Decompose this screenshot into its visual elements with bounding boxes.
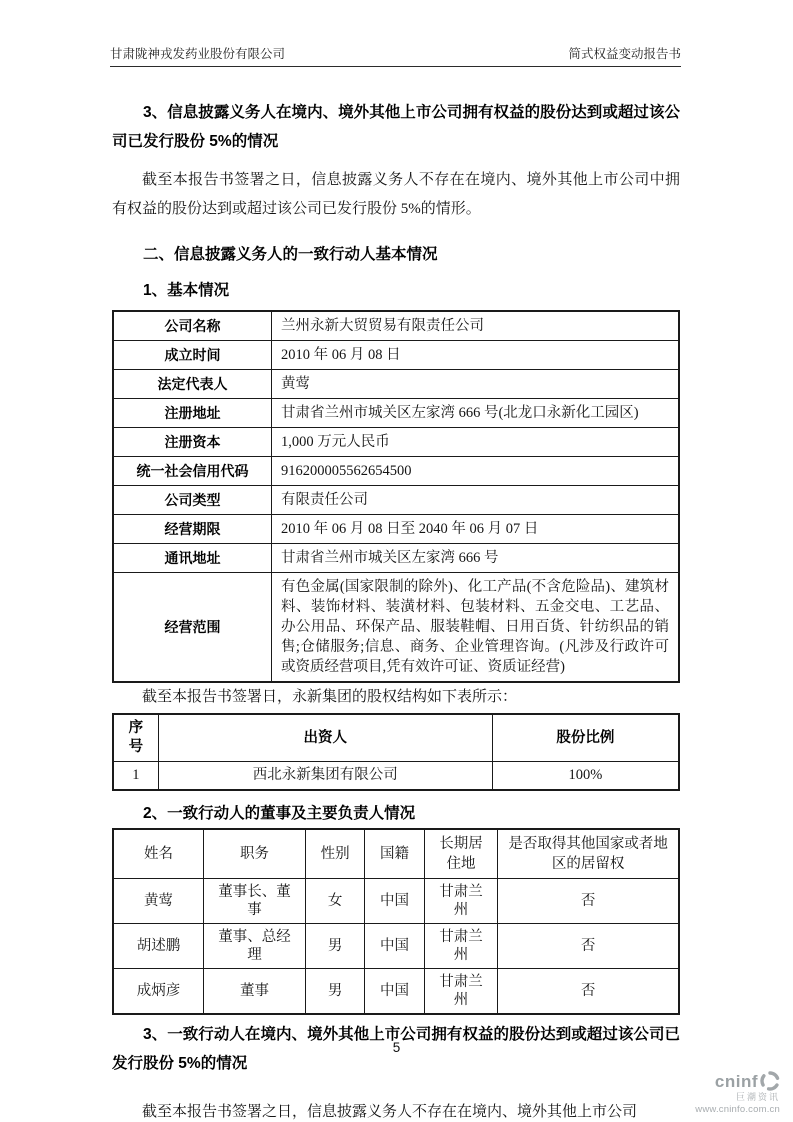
field-value: 2010 年 06 月 08 日 xyxy=(271,341,679,370)
paragraph-concert-other-listed: 截至本报告书签署之日，信息披露义务人不存在在境内、境外其他上市公司 xyxy=(142,1104,638,1120)
table-row xyxy=(113,515,679,544)
cell-investor: 西北永新集团有限公司 xyxy=(158,762,492,791)
cninfo-brand-text: cninf xyxy=(714,1071,758,1091)
field-label: 注册资本 xyxy=(113,428,271,457)
cell-nationality: 中国 xyxy=(365,969,424,1015)
directors-table xyxy=(112,828,680,1015)
paragraph-other-listed-statement: 截至本报告书签署之日，信息披露义务人不存在在境内、境外其他上市公司中拥有权益的股份达到或超过该公司已发行股份 5%的情形。 xyxy=(112,172,680,217)
table-row xyxy=(113,370,679,399)
field-label: 经营期限 xyxy=(113,515,271,544)
field-label: 法定代表人 xyxy=(113,370,271,399)
basic-info-table xyxy=(112,310,680,683)
cninfo-logo-top xyxy=(670,1071,780,1091)
cell-nationality: 中国 xyxy=(365,924,424,969)
cell-nationality: 中国 xyxy=(365,879,424,924)
cninfo-url: www.cninfo.com.cn xyxy=(695,1104,780,1115)
table-row xyxy=(113,311,679,341)
cell-residence: 甘肃兰州 xyxy=(424,969,498,1015)
cell-other-residency: 否 xyxy=(498,924,679,969)
field-value: 甘肃省兰州市城关区左家湾 666 号 xyxy=(271,544,679,573)
column-header: 股份比例 xyxy=(492,714,679,762)
paragraph-equity-intro: 截至本报告书签署日，永新集团的股权结构如下表所示： xyxy=(142,689,518,705)
cell-gender: 男 xyxy=(305,924,364,969)
table-row xyxy=(113,969,679,1015)
table-row xyxy=(113,399,679,428)
table-row xyxy=(113,544,679,573)
cell-name: 成炳彦 xyxy=(113,969,204,1015)
cninfo-logo xyxy=(670,1071,780,1115)
table-row xyxy=(113,486,679,515)
cell-position: 董事、总经理 xyxy=(204,924,306,969)
cell-name: 胡述鹏 xyxy=(113,924,204,969)
cell-name: 黄莺 xyxy=(113,879,204,924)
doc-header xyxy=(110,46,681,67)
heading-concert-other-listed: 3、一致行动人在境内、境外其他上市公司拥有权益的股份达到或超过该公司已发行股份 5%的情况 xyxy=(112,1026,680,1072)
table-row xyxy=(113,341,679,370)
table-row xyxy=(113,879,679,924)
cell-gender: 女 xyxy=(305,879,364,924)
field-value: 有色金属(国家限制的除外)、化工产品(不含危险品)、建筑材料、装饰材料、装潢材料、包装材料、五金交电、工艺品、办公用品、环保产品、服装鞋帽、日用百货、针纺织品的销售;仓储服务;信息、商务、企业管理咨询。(凡涉及行政许可或资质经营项目,凭有效许可证、资质证经营) xyxy=(271,573,679,683)
field-value: 916200005562654500 xyxy=(271,457,679,486)
field-value: 甘肃省兰州市城关区左家湾 666 号(北龙口永新化工园区) xyxy=(271,399,679,428)
table-header-row xyxy=(113,829,679,879)
header-company-name: 甘肃陇神戎发药业股份有限公司 xyxy=(110,47,286,61)
cell-gender: 男 xyxy=(305,969,364,1015)
cninfo-chinese-name: 巨潮资讯 xyxy=(735,1092,780,1102)
page-number: 5 xyxy=(392,1040,401,1055)
column-header: 出资人 xyxy=(158,714,492,762)
field-label: 统一社会信用代码 xyxy=(113,457,271,486)
field-value: 2010 年 06 月 08 日至 2040 年 06 月 07 日 xyxy=(271,515,679,544)
field-label: 通讯地址 xyxy=(113,544,271,573)
heading-directors: 2、一致行动人的董事及主要负责人情况 xyxy=(143,805,416,822)
cell-other-residency: 否 xyxy=(498,969,679,1015)
field-value: 兰州永新大贸贸易有限责任公司 xyxy=(271,311,679,341)
column-header: 性别 xyxy=(305,829,364,879)
cell-position: 董事长、董事 xyxy=(204,879,306,924)
heading-basic-info: 1、基本情况 xyxy=(143,282,230,299)
column-header: 长期居住地 xyxy=(424,829,498,879)
cninfo-swirl-icon xyxy=(760,1071,780,1091)
column-header: 职务 xyxy=(204,829,306,879)
header-report-title: 简式权益变动报告书 xyxy=(568,47,681,61)
table-row xyxy=(113,428,679,457)
cell-residence: 甘肃兰州 xyxy=(424,879,498,924)
field-value: 1,000 万元人民币 xyxy=(271,428,679,457)
field-value: 有限责任公司 xyxy=(271,486,679,515)
table-row xyxy=(113,924,679,969)
column-header: 姓名 xyxy=(113,829,204,879)
column-header: 序号 xyxy=(113,714,158,762)
field-label: 公司名称 xyxy=(113,311,271,341)
cell-share-ratio: 100% xyxy=(492,762,679,791)
column-header: 国籍 xyxy=(365,829,424,879)
field-value: 黄莺 xyxy=(271,370,679,399)
table-row xyxy=(113,573,679,683)
table-row xyxy=(113,457,679,486)
equity-structure-table xyxy=(112,713,680,791)
heading-concert-parties: 二、信息披露义务人的一致行动人基本情况 xyxy=(143,246,438,263)
field-label: 公司类型 xyxy=(113,486,271,515)
field-label: 成立时间 xyxy=(113,341,271,370)
cell-position: 董事 xyxy=(204,969,306,1015)
heading-other-listed-companies: 3、信息披露义务人在境内、境外其他上市公司拥有权益的股份达到或超过该公司已发行股份 5%的情况 xyxy=(112,104,680,150)
cell-residence: 甘肃兰州 xyxy=(424,924,498,969)
table-header-row xyxy=(113,714,679,762)
cell-other-residency: 否 xyxy=(498,879,679,924)
field-label: 注册地址 xyxy=(113,399,271,428)
column-header: 是否取得其他国家或者地区的居留权 xyxy=(498,829,679,879)
table-row xyxy=(113,762,679,791)
field-label: 经营范围 xyxy=(113,573,271,683)
cell-index: 1 xyxy=(113,762,158,791)
